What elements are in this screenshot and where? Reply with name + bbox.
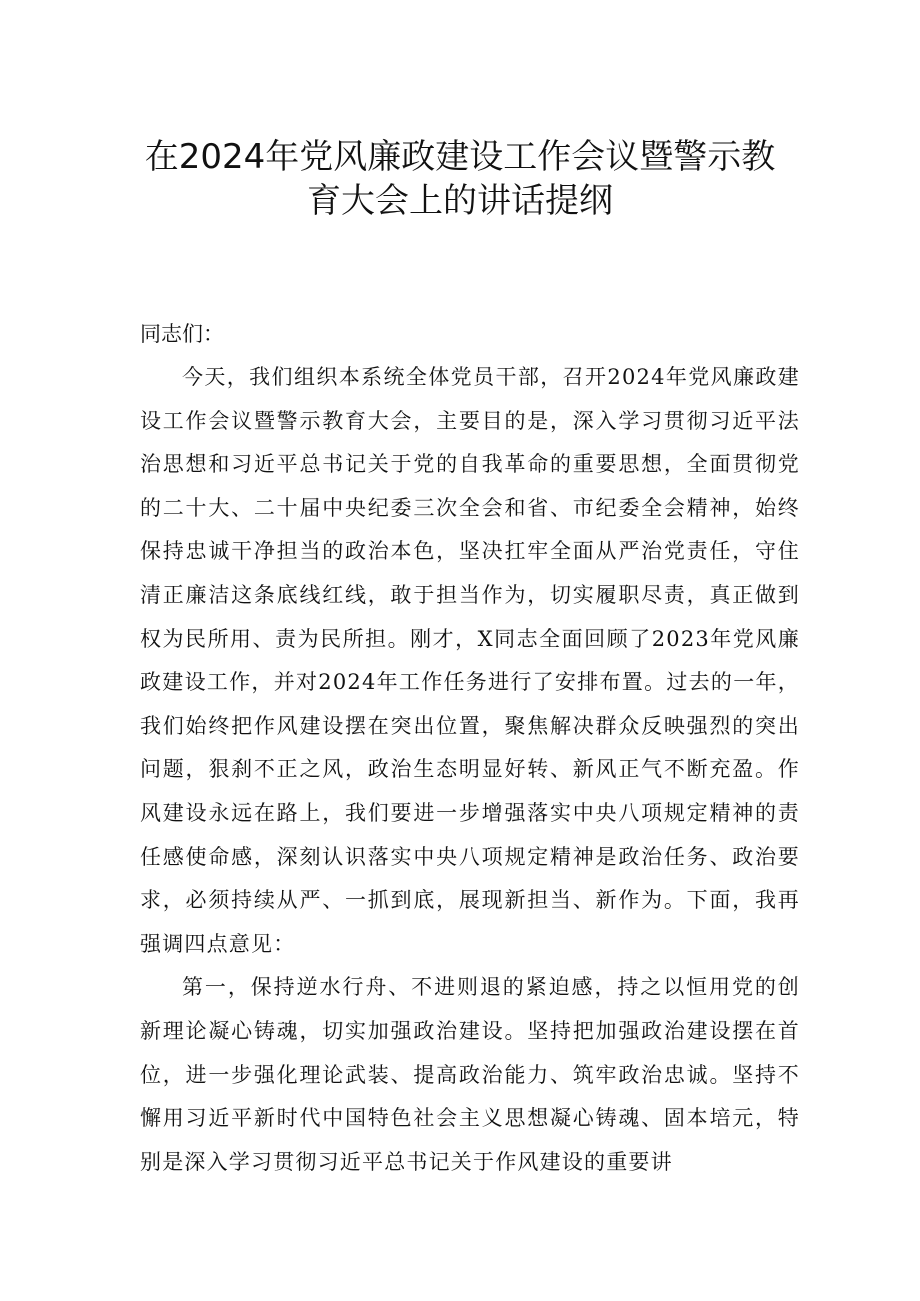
- paragraph-opening: 今天，我们组织本系统全体党员干部，召开2024年党风廉政建设工作会议暨警示教育大会，主要目的是，深入学习贯彻习近平法治思想和习近平总书记关于党的自我革命的重要思想，全面贯彻党的二十大、二十届中央纪委三次全会和省、市纪委全会精神，始终保持忠诚干净担当的政治本色，坚决扛牢全面从严治党责任，守住清正廉洁这条底线红线，敢于担当作为，切实履职尽责，真正做到权为民所用、责为民所担。刚才，X同志全面回顾了2023年党风廉政建设工作，并对2024年工作任务进行了安排布置。过去的一年，我们始终把作风建设摆在突出位置，聚焦解决群众反映强烈的突出问题，狠刹不正之风，政治生态明显好转、新风正气不断充盈。作风建设永远在路上，我们要进一步增强落实中央八项规定精神的责任感使命感，深刻认识落实中央八项规定精神是政治任务、政治要求，必须持续从严、一抓到底，展现新担当、新作为。下面，我再强调四点意见：: [140, 365, 800, 956]
- paragraph-point-one: 第一，保持逆水行舟、不进则退的紧迫感，持之以恒用党的创新理论凝心铸魂，切实加强政治建设。坚持把加强政治建设摆在首位，进一步强化理论武装、提高政治能力、筑牢政治忠诚。坚持不懈用习近平新时代中国特色社会主义思想凝心铸魂、固本培元，特别是深入学习贯彻习近平总书记关于作风建设的重要讲: [140, 975, 800, 1174]
- salutation: 同志们：: [140, 322, 224, 346]
- document-body: [140, 356, 800, 1184]
- document-title-line-2: 育大会上的讲话提纲: [307, 181, 613, 221]
- document-title-line-1: 在2024年党风廉政建设工作会议暨警示教: [144, 137, 776, 177]
